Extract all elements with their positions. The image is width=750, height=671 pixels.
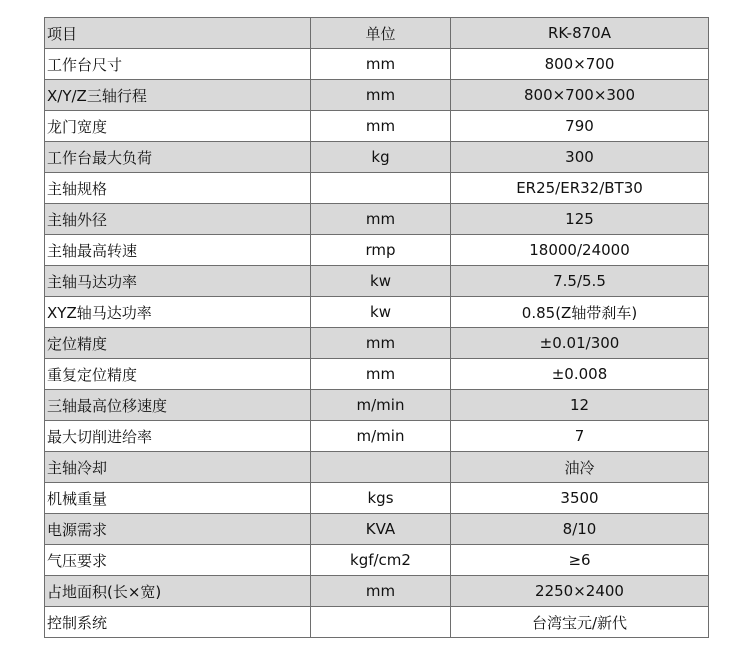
spec-table-body: [45, 18, 709, 638]
spec-item-cell: 最大切削进给率: [45, 421, 311, 452]
spec-item-cell: 气压要求: [45, 545, 311, 576]
spec-unit-cell: [311, 607, 451, 638]
table-row: [45, 607, 709, 638]
header-item: 项目: [45, 18, 311, 49]
table-row: [45, 328, 709, 359]
spec-value-cell: ≥6: [451, 545, 709, 576]
spec-value-cell: 800×700×300: [451, 80, 709, 111]
table-row: [45, 235, 709, 266]
spec-value-cell: 2250×2400: [451, 576, 709, 607]
table-row: [45, 483, 709, 514]
spec-item-cell: 电源需求: [45, 514, 311, 545]
spec-value-cell: 8/10: [451, 514, 709, 545]
table-row: [45, 49, 709, 80]
spec-unit-cell: kw: [311, 297, 451, 328]
spec-item-cell: 主轴最高转速: [45, 235, 311, 266]
header-model: RK-870A: [451, 18, 709, 49]
table-row: [45, 452, 709, 483]
table-row: [45, 204, 709, 235]
spec-unit-cell: mm: [311, 204, 451, 235]
spec-value-cell: 台湾宝元/新代: [451, 607, 709, 638]
table-row: [45, 142, 709, 173]
table-row: [45, 514, 709, 545]
spec-item-cell: 龙门宽度: [45, 111, 311, 142]
table-row: [45, 111, 709, 142]
table-row: [45, 421, 709, 452]
spec-item-cell: 主轴冷却: [45, 452, 311, 483]
spec-unit-cell: [311, 452, 451, 483]
spec-unit-cell: kw: [311, 266, 451, 297]
spec-value-cell: ER25/ER32/BT30: [451, 173, 709, 204]
table-header-row: [45, 18, 709, 49]
spec-unit-cell: m/min: [311, 390, 451, 421]
table-row: [45, 545, 709, 576]
spec-value-cell: 油冷: [451, 452, 709, 483]
spec-unit-cell: mm: [311, 111, 451, 142]
spec-value-cell: ±0.01/300: [451, 328, 709, 359]
spec-value-cell: 7.5/5.5: [451, 266, 709, 297]
spec-unit-cell: kg: [311, 142, 451, 173]
spec-value-cell: 300: [451, 142, 709, 173]
spec-item-cell: 控制系统: [45, 607, 311, 638]
spec-unit-cell: rmp: [311, 235, 451, 266]
spec-value-cell: 790: [451, 111, 709, 142]
spec-unit-cell: KVA: [311, 514, 451, 545]
table-row: [45, 297, 709, 328]
spec-unit-cell: mm: [311, 576, 451, 607]
spec-value-cell: 0.85(Z轴带刹车): [451, 297, 709, 328]
spec-unit-cell: m/min: [311, 421, 451, 452]
spec-value-cell: 800×700: [451, 49, 709, 80]
table-row: [45, 80, 709, 111]
spec-value-cell: 7: [451, 421, 709, 452]
spec-item-cell: 占地面积(长×宽): [45, 576, 311, 607]
spec-value-cell: 125: [451, 204, 709, 235]
table-row: [45, 266, 709, 297]
spec-item-cell: 主轴马达功率: [45, 266, 311, 297]
spec-unit-cell: mm: [311, 359, 451, 390]
spec-unit-cell: kgf/cm2: [311, 545, 451, 576]
spec-item-cell: 主轴规格: [45, 173, 311, 204]
spec-value-cell: 18000/24000: [451, 235, 709, 266]
spec-item-cell: 三轴最高位移速度: [45, 390, 311, 421]
spec-unit-cell: mm: [311, 80, 451, 111]
spec-unit-cell: kgs: [311, 483, 451, 514]
spec-item-cell: 主轴外径: [45, 204, 311, 235]
spec-item-cell: XYZ轴马达功率: [45, 297, 311, 328]
spec-item-cell: 重复定位精度: [45, 359, 311, 390]
spec-table: [44, 17, 709, 638]
spec-unit-cell: mm: [311, 328, 451, 359]
spec-item-cell: 工作台尺寸: [45, 49, 311, 80]
header-unit: 单位: [311, 18, 451, 49]
spec-item-cell: 定位精度: [45, 328, 311, 359]
spec-unit-cell: mm: [311, 49, 451, 80]
spec-value-cell: ±0.008: [451, 359, 709, 390]
table-row: [45, 359, 709, 390]
table-row: [45, 173, 709, 204]
table-row: [45, 576, 709, 607]
spec-item-cell: 机械重量: [45, 483, 311, 514]
spec-value-cell: 3500: [451, 483, 709, 514]
spec-value-cell: 12: [451, 390, 709, 421]
spec-item-cell: X/Y/Z三轴行程: [45, 80, 311, 111]
spec-item-cell: 工作台最大负荷: [45, 142, 311, 173]
spec-unit-cell: [311, 173, 451, 204]
table-row: [45, 390, 709, 421]
